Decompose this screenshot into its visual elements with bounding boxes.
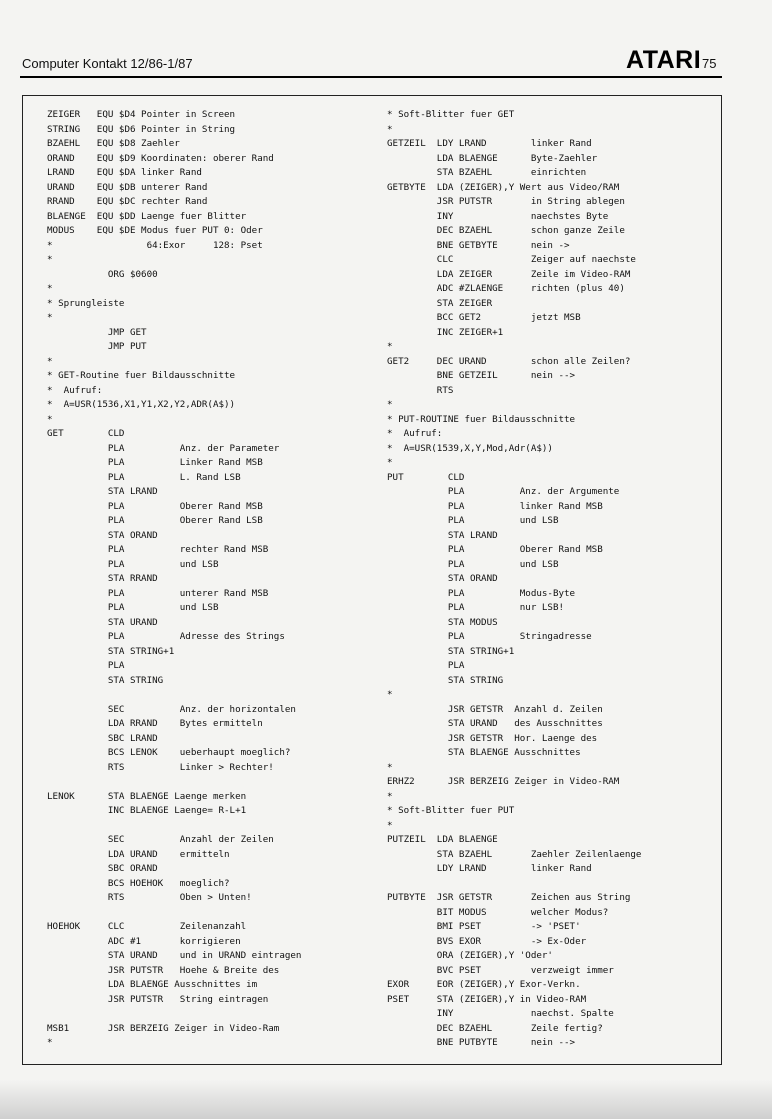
code-line: STA LRAND bbox=[387, 529, 498, 541]
code-line: LRAND EQU $DA linker Rand bbox=[47, 167, 202, 178]
listing-right-column bbox=[387, 108, 717, 1051]
code-line: RTS bbox=[387, 384, 454, 396]
code-line: * bbox=[387, 761, 393, 773]
code-line: * A=USR(1539,X,Y,Mod,Adr(A$)) bbox=[387, 442, 553, 454]
code-line: PLA Oberer Rand MSB bbox=[387, 544, 603, 555]
code-line: PLA Oberer Rand MSB bbox=[47, 500, 263, 512]
code-line bbox=[387, 877, 717, 892]
code-line: JSR GETSTR Hor. Laenge des bbox=[387, 732, 598, 744]
code-line: * GET-Routine fuer Bildausschnitte bbox=[47, 370, 236, 381]
code-line: RTS Oben > Unten! bbox=[47, 892, 252, 903]
code-line: PUT CLD bbox=[387, 471, 465, 483]
code-line: PLA und LSB bbox=[387, 558, 559, 570]
code-line: STA ZEIGER bbox=[387, 297, 493, 309]
code-line: * Sprungleiste bbox=[47, 297, 125, 309]
code-line: GETBYTE LDA (ZEIGER),Y Wert aus Video/RAM bbox=[387, 181, 620, 193]
code-line: PLA und LSB bbox=[47, 602, 219, 613]
code-line: * bbox=[387, 819, 393, 831]
code-line: INY naechst. Spalte bbox=[387, 1008, 614, 1019]
code-line: LDY LRAND linker Rand bbox=[387, 863, 592, 874]
header-rule bbox=[20, 76, 722, 78]
code-line: SEC Anz. der horizontalen bbox=[47, 703, 296, 715]
code-line: STA STRING bbox=[47, 674, 164, 686]
code-line: SEC Anzahl der Zeilen bbox=[47, 834, 274, 845]
code-line: * bbox=[387, 790, 393, 802]
code-line: * bbox=[47, 283, 53, 294]
code-line: PLA bbox=[387, 660, 465, 671]
code-line: JSR PUTSTR Hoehe & Breite des bbox=[47, 964, 280, 976]
code-line: BZAEHL EQU $D8 Zaehler bbox=[47, 138, 180, 149]
code-line: DEC BZAEHL Zeile fertig? bbox=[387, 1022, 603, 1034]
code-line: URAND EQU $DB unterer Rand bbox=[47, 181, 208, 193]
code-line bbox=[47, 906, 377, 921]
code-line: STA BZAEHL Zaehler Zeilenlaenge bbox=[387, 848, 642, 860]
page-bottom-shadow bbox=[0, 1080, 772, 1119]
code-line: * 64:Exor 128: Pset bbox=[47, 239, 263, 251]
code-line: JSR GETSTR Anzahl d. Zeilen bbox=[387, 703, 603, 715]
code-line: BMI PSET -> 'PSET' bbox=[387, 921, 581, 932]
code-line: ORG $0600 bbox=[47, 268, 158, 280]
code-line: PUTBYTE JSR GETSTR Zeichen aus String bbox=[387, 892, 631, 903]
code-line: BLAENGE EQU $DD Laenge fuer Blitter bbox=[47, 210, 247, 222]
code-line: STA STRING bbox=[387, 674, 504, 686]
code-line bbox=[47, 775, 377, 790]
code-line: * Soft-Blitter fuer GET bbox=[387, 109, 515, 120]
code-line: LDA RRAND Bytes ermitteln bbox=[47, 718, 263, 729]
code-line: MSB1 JSR BERZEIG Zeiger in Video-Ram bbox=[47, 1022, 280, 1034]
code-line: STA BZAEHL einrichten bbox=[387, 167, 587, 178]
code-line: BVC PSET verzweigt immer bbox=[387, 964, 614, 976]
code-line: LDA URAND ermitteln bbox=[47, 848, 230, 860]
code-line: STA MODUS bbox=[387, 616, 498, 628]
code-line: PLA unterer Rand MSB bbox=[47, 587, 269, 599]
code-line: HOEHOK CLC Zeilenanzahl bbox=[47, 921, 247, 932]
code-line: ADC #ZLAENGE richten (plus 40) bbox=[387, 283, 625, 294]
code-line: ZEIGER EQU $D4 Pointer in Screen bbox=[47, 109, 236, 120]
code-line: GET CLD bbox=[47, 428, 125, 439]
brand-title: ATARI bbox=[626, 46, 702, 74]
code-line: PLA nur LSB! bbox=[387, 602, 565, 613]
code-line: STA ORAND bbox=[47, 529, 158, 541]
code-line: GET2 DEC URAND schon alle Zeilen? bbox=[387, 355, 631, 367]
code-line: PLA Adresse des Strings bbox=[47, 631, 285, 642]
code-line: PLA Modus-Byte bbox=[387, 587, 576, 599]
code-line: PLA Anz. der Argumente bbox=[387, 486, 620, 497]
code-line: PSET STA (ZEIGER),Y in Video-RAM bbox=[387, 993, 587, 1005]
code-line: STA BLAENGE Ausschnittes bbox=[387, 747, 581, 758]
code-line: EXOR EOR (ZEIGER),Y Exor-Verkn. bbox=[387, 979, 581, 990]
code-line: GETZEIL LDY LRAND linker Rand bbox=[387, 138, 592, 149]
code-line: BNE GETZEIL nein --> bbox=[387, 370, 576, 381]
code-line: * bbox=[47, 1037, 53, 1048]
code-line: STA URAND des Ausschnittes bbox=[387, 718, 603, 729]
code-line: STA STRING+1 bbox=[387, 645, 515, 657]
code-line: ERHZ2 JSR BERZEIG Zeiger in Video-RAM bbox=[387, 776, 620, 787]
code-line: INY naechstes Byte bbox=[387, 210, 609, 222]
code-line: STA STRING+1 bbox=[47, 645, 175, 657]
code-line: PLA und LSB bbox=[387, 515, 559, 526]
code-line: * bbox=[387, 341, 393, 352]
code-line: * bbox=[387, 689, 393, 700]
code-line: SBC ORAND bbox=[47, 863, 158, 874]
code-line: PLA linker Rand MSB bbox=[387, 500, 603, 512]
code-line: * Soft-Blitter fuer PUT bbox=[387, 805, 515, 816]
code-line: * bbox=[47, 355, 53, 367]
code-line: * Aufruf: bbox=[47, 384, 103, 396]
code-line: * bbox=[387, 399, 393, 410]
code-line: * bbox=[387, 123, 393, 135]
code-line: JMP PUT bbox=[47, 341, 147, 352]
code-line: PLA bbox=[47, 660, 125, 671]
code-line: CLC Zeiger auf naechste bbox=[387, 254, 636, 265]
code-line: PUTZEIL LDA BLAENGE bbox=[387, 834, 498, 845]
code-line: BVS EXOR -> Ex-Oder bbox=[387, 935, 587, 947]
code-line: * bbox=[47, 312, 53, 323]
code-line: PLA Oberer Rand LSB bbox=[47, 515, 263, 526]
code-line: INC ZEIGER+1 bbox=[387, 326, 504, 338]
code-line: STA LRAND bbox=[47, 486, 158, 497]
code-line: PLA Linker Rand MSB bbox=[47, 457, 263, 468]
listing-left-column bbox=[47, 108, 377, 1051]
publication-title: Computer Kontakt 12/86-1/87 bbox=[22, 56, 193, 71]
code-line: LDA ZEIGER Zeile im Video-RAM bbox=[387, 268, 631, 280]
code-line bbox=[47, 819, 377, 834]
code-line: BCS LENOK ueberhaupt moeglich? bbox=[47, 747, 291, 758]
page-number: 75 bbox=[702, 56, 717, 71]
code-line: STA URAND bbox=[47, 616, 158, 628]
code-line: BNE GETBYTE nein -> bbox=[387, 239, 570, 251]
code-line: BIT MODUS welcher Modus? bbox=[387, 906, 609, 918]
code-line: * bbox=[387, 457, 393, 468]
code-line: JSR PUTSTR String eintragen bbox=[47, 993, 269, 1005]
code-line: DEC BZAEHL schon ganze Zeile bbox=[387, 225, 625, 236]
code-line: * bbox=[47, 254, 53, 265]
code-line: BNE PUTBYTE nein --> bbox=[387, 1037, 576, 1048]
code-line: PLA rechter Rand MSB bbox=[47, 544, 269, 555]
code-line: ADC #1 korrigieren bbox=[47, 935, 241, 947]
code-line: * bbox=[47, 413, 53, 425]
code-line: PLA Stringadresse bbox=[387, 631, 592, 642]
code-line: SBC LRAND bbox=[47, 732, 158, 744]
code-line: STRING EQU $D6 Pointer in String bbox=[47, 123, 236, 135]
code-line: JMP GET bbox=[47, 326, 147, 338]
code-line: PLA L. Rand LSB bbox=[47, 471, 241, 483]
code-line: ORAND EQU $D9 Koordinaten: oberer Rand bbox=[47, 152, 274, 164]
code-line: LDA BLAENGE Byte-Zaehler bbox=[387, 152, 598, 164]
code-line: BCS HOEHOK moeglich? bbox=[47, 877, 230, 889]
code-line bbox=[47, 688, 377, 703]
code-line bbox=[47, 1007, 377, 1022]
listing-box bbox=[22, 95, 722, 1065]
code-line: LDA BLAENGE Ausschnittes im bbox=[47, 979, 258, 990]
code-line: * Aufruf: bbox=[387, 428, 443, 439]
code-line: JSR PUTSTR in String ablegen bbox=[387, 196, 625, 207]
page-header bbox=[22, 46, 722, 76]
code-line: RTS Linker > Rechter! bbox=[47, 761, 274, 773]
code-line: PLA Anz. der Parameter bbox=[47, 442, 280, 454]
code-line: STA ORAND bbox=[387, 573, 498, 584]
code-line: ORA (ZEIGER),Y 'Oder' bbox=[387, 950, 553, 961]
code-line: STA RRAND bbox=[47, 573, 158, 584]
code-line: * A=USR(1536,X1,Y1,X2,Y2,ADR(A$)) bbox=[47, 399, 236, 410]
code-line: PLA und LSB bbox=[47, 558, 219, 570]
code-line: RRAND EQU $DC rechter Rand bbox=[47, 196, 208, 207]
code-line: INC BLAENGE Laenge= R-L+1 bbox=[47, 805, 247, 816]
code-line: LENOK STA BLAENGE Laenge merken bbox=[47, 790, 247, 802]
code-line: * PUT-ROUTINE fuer Bildausschnitte bbox=[387, 413, 576, 425]
code-line: MODUS EQU $DE Modus fuer PUT 0: Oder bbox=[47, 225, 263, 236]
code-line: BCC GET2 jetzt MSB bbox=[387, 312, 581, 323]
code-line: STA URAND und in URAND eintragen bbox=[47, 950, 302, 961]
